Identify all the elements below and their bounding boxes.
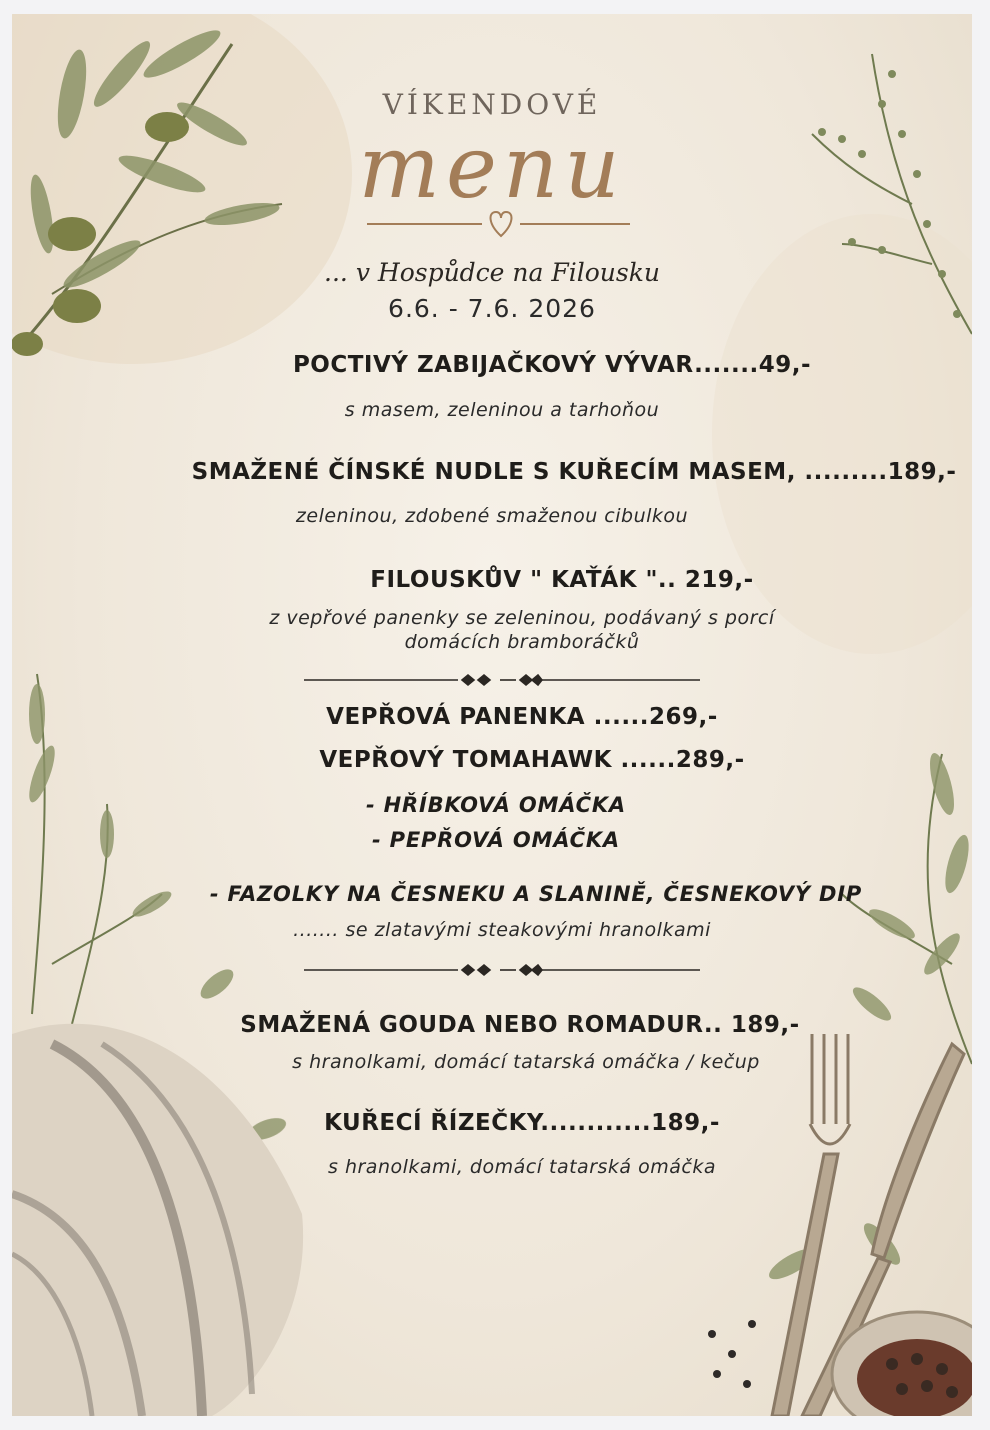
side-desc: ....... se zlatavými steakovými hranolkami xyxy=(293,919,711,941)
menu-title-script: menu xyxy=(358,118,626,218)
dish-desc: domácích bramboráčků xyxy=(404,631,640,653)
ornament-divider-1 xyxy=(304,675,700,685)
dish-name: KUŘECÍ ŘÍZEČKY............189,- xyxy=(324,1110,720,1136)
pepper-bowl-icon xyxy=(708,1312,972,1416)
napkin-icon xyxy=(12,1024,303,1416)
menu-title-top: VÍKENDOVÉ xyxy=(382,88,602,121)
dish-name: VEPŘOVÁ PANENKA ......269,- xyxy=(326,704,718,730)
sauce-option: - HŘÍBKOVÁ OMÁČKA xyxy=(366,793,626,817)
menu-subtitle: ... v Hospůdce na Filousku xyxy=(324,258,660,287)
ornament-divider-2 xyxy=(304,965,700,975)
dish-desc: zeleninou, zdobené smaženou cibulkou xyxy=(295,505,689,527)
sauce-option: - PEPŘOVÁ OMÁČKA xyxy=(372,828,620,852)
dish-desc: s hranolkami, domácí tatarská omáčka xyxy=(328,1156,716,1178)
dish-name: POCTIVÝ ZABIJAČKOVÝ VÝVAR.......49,- xyxy=(292,352,812,378)
menu-card xyxy=(12,14,972,1416)
dish-desc: s hranolkami, domácí tatarská omáčka / kečup xyxy=(292,1051,760,1073)
dish-name: SMAŽENÉ ČÍNSKÉ NUDLE S KUŘECÍM MASEM, .........189,- xyxy=(191,459,957,485)
dish-desc: z vepřové panenky se zeleninou, podávaný s porcí xyxy=(269,607,775,629)
dish-name: VEPŘOVÝ TOMAHAWK ......289,- xyxy=(319,747,745,773)
side-dish: - FAZOLKY NA ČESNEKU A SLANINĚ, ČESNEKOVÝ DIP xyxy=(209,882,863,906)
menu-date: 6.6. - 7.6. 2026 xyxy=(388,294,596,323)
dish-name: FILOUSKŮV " KAŤÁK ".. 219,- xyxy=(370,567,754,593)
dish-desc: s masem, zeleninou a tarhoňou xyxy=(344,399,660,421)
dish-name: SMAŽENÁ GOUDA NEBO ROMADUR.. 189,- xyxy=(240,1012,800,1038)
